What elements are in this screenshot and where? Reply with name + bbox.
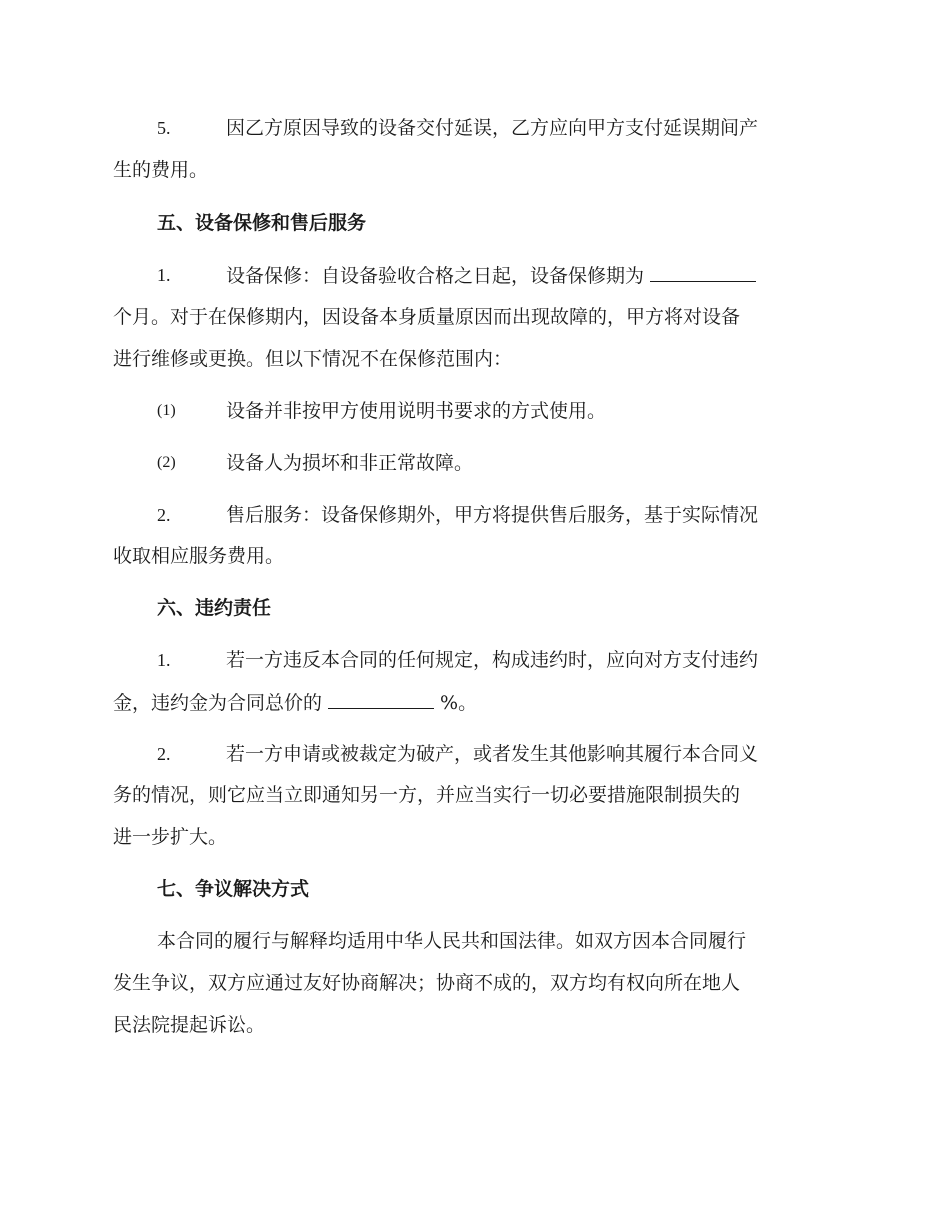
item-number: 1. (157, 650, 171, 670)
item-number: 2. (157, 505, 171, 525)
paragraph-text: 个月。对于在保修期内，因设备本身质量原因而出现故障的，甲方将对设备 (113, 306, 741, 328)
paragraph-text (226, 263, 762, 288)
item-number: 2. (157, 744, 171, 764)
paragraph-text: 收取相应服务费用。 (113, 545, 285, 567)
item-number: 5. (157, 118, 171, 138)
sub-item-number: (1) (157, 402, 176, 419)
paragraph-text: 生的费用。 (113, 159, 209, 181)
item-number: 1. (157, 265, 171, 285)
fill-in-blank[interactable] (328, 690, 434, 709)
section-heading: 六、违约责任 (157, 597, 272, 619)
paragraph-text: 进一步扩大。 (113, 826, 228, 848)
paragraph-text (113, 690, 477, 715)
section-heading: 七、争议解决方式 (157, 878, 310, 900)
paragraph-text: 设备并非按甲方使用说明书要求的方式使用。 (226, 400, 607, 422)
paragraph-text: 民法院提起诉讼。 (113, 1014, 266, 1036)
section-heading: 五、设备保修和售后服务 (157, 212, 367, 234)
paragraph-text: 因乙方原因导致的设备交付延误，乙方应向甲方支付延误期间产 (226, 117, 759, 139)
paragraph-text: 设备人为损坏和非正常故障。 (226, 452, 474, 474)
percent-sign: %。 (440, 692, 478, 714)
paragraph-text: 发生争议，双方应通过友好协商解决；协商不成的，双方均有权向所在地人 (113, 972, 741, 994)
paragraph-text: 若一方违反本合同的任何规定，构成违约时，应向对方支付违约 (226, 649, 759, 671)
paragraph-text: 进行维修或更换。但以下情况不在保修范围内： (113, 348, 513, 370)
paragraph-text: 若一方申请或被裁定为破产，或者发生其他影响其履行本合同义 (226, 743, 759, 765)
paragraph-text: 设备保修：自设备验收合格之日起，设备保修期为 (226, 265, 645, 287)
fill-in-blank[interactable] (650, 263, 756, 282)
paragraph-text: 本合同的履行与解释均适用中华人民共和国法律。如双方因本合同履行 (157, 930, 747, 952)
sub-item-number: (2) (157, 454, 176, 471)
paragraph-text: 务的情况，则它应当立即通知另一方，并应当实行一切必要措施限制损失的 (113, 784, 741, 806)
paragraph-text: 金，违约金为合同总价的 (113, 692, 323, 714)
paragraph-text: 售后服务：设备保修期外，甲方将提供售后服务，基于实际情况 (226, 504, 759, 526)
